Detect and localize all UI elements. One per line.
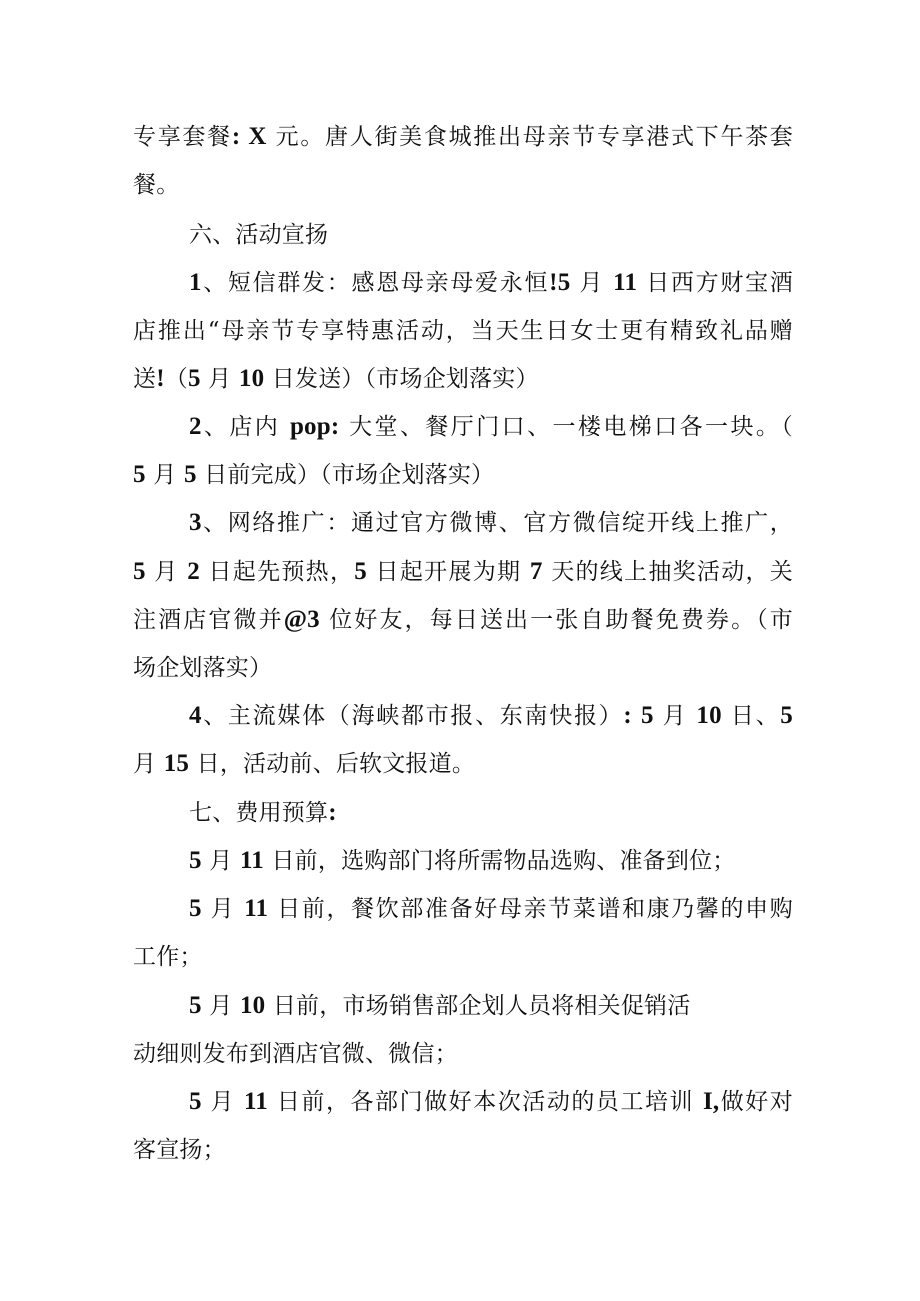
bold-run: 11 <box>244 895 269 922</box>
text-run: 日、 <box>721 703 781 729</box>
bold-run: 5 <box>189 992 202 1019</box>
bold-run: 1 <box>189 269 202 296</box>
text-run: 天的线上抽奖活动，关 <box>542 559 793 585</box>
text-run: 、短信群发：感恩母亲母爱永恒 <box>201 270 550 296</box>
text-line <box>189 211 799 259</box>
text-run: 餐。 <box>133 172 180 198</box>
text-line <box>133 355 803 403</box>
text-line <box>189 885 793 933</box>
text-run: 客宣扬； <box>133 1137 226 1163</box>
text-line <box>189 982 799 1030</box>
text-line <box>133 740 803 788</box>
text-line <box>133 451 803 499</box>
bold-run: 5 <box>187 365 201 392</box>
bold-run: 5 <box>354 558 367 585</box>
text-run: 月 <box>201 1089 244 1115</box>
text-run <box>632 703 641 729</box>
text-run: 店推出“母亲节专享特惠活动，当天生日女士更有精致礼品赠 <box>133 318 793 344</box>
text-run: 七、费用预算 <box>189 800 329 826</box>
text-run: 日前，市场销售部企划人员将相关促销活 <box>265 993 691 1019</box>
bold-run: : <box>328 799 337 826</box>
text-run: 、店内 <box>201 414 290 440</box>
text-run: 日前，餐饮部准备好母亲节菜谱和康乃馨的申购 <box>268 896 793 922</box>
text-run: 元。唐人街美食城推出母亲节专享港式下午茶套 <box>266 124 793 150</box>
text-run: 日发送）（市场企划落实） <box>264 366 539 392</box>
text-run: 日前，各部门做好本次活动的员工培训 <box>268 1089 703 1115</box>
text-line <box>133 1126 803 1174</box>
text-run: （ <box>164 366 188 392</box>
text-run: 大堂、餐厅门口、一楼电梯口各一块。（ <box>339 414 793 440</box>
text-line <box>189 789 799 837</box>
text-run: 工作； <box>133 944 203 970</box>
text-run: 、网络推广：通过官方微博、官方微信绽开线上推广， <box>201 510 793 536</box>
text-line <box>133 1030 803 1078</box>
text-line <box>133 644 803 692</box>
bold-run: 5 <box>133 461 146 488</box>
text-line <box>133 113 793 161</box>
text-run: 场企划落实） <box>133 655 273 681</box>
text-run: 位好友，每日送出一张自助餐免费券。（市 <box>319 607 794 633</box>
bold-run: pop: <box>289 413 340 440</box>
bold-run: : X <box>231 123 267 150</box>
text-line <box>189 259 793 307</box>
bold-run: 11 <box>239 847 264 874</box>
text-run: 月 <box>201 993 240 1019</box>
text-run: 日西方财宝酒 <box>637 270 793 296</box>
text-run: 月 <box>653 703 697 729</box>
bold-run: 4 <box>189 702 202 729</box>
text-run: 月 <box>201 896 245 922</box>
text-run: 月 <box>145 559 188 585</box>
text-run: 月 <box>200 366 239 392</box>
bold-run: 5 <box>189 1088 202 1115</box>
text-line <box>133 548 793 596</box>
bold-run: 5 <box>640 702 654 729</box>
text-run: 月 <box>145 462 184 488</box>
bold-run: 10 <box>696 702 722 729</box>
text-run: 月 <box>570 270 614 296</box>
text-run: 日前，选购部门将所需物品选购、准备到位； <box>263 848 736 874</box>
text-run: 六、活动宣扬 <box>189 222 329 248</box>
bold-run: 3 <box>189 509 202 536</box>
bold-run: 11 <box>243 1088 268 1115</box>
text-run: 动细则发布到酒店官微、微信； <box>133 1041 458 1067</box>
bold-run: @3 <box>283 606 320 633</box>
bold-run: 5 <box>133 558 146 585</box>
bold-run: 10 <box>238 365 265 392</box>
bold-run: 2 <box>189 413 202 440</box>
bold-run: 5 <box>189 847 202 874</box>
bold-run: : <box>623 702 632 729</box>
bold-run: 10 <box>239 992 266 1019</box>
text-line <box>133 596 793 644</box>
bold-run: 5 <box>183 461 197 488</box>
bold-run: I, <box>702 1088 720 1115</box>
text-run: 月 <box>201 848 240 874</box>
bold-run: 11 <box>613 269 638 296</box>
text-run: 注酒店官微并 <box>133 607 284 633</box>
text-run: 日，活动前、后软文报道。 <box>189 751 476 777</box>
text-run: 专享套餐 <box>133 124 232 150</box>
text-line <box>189 403 793 451</box>
bold-run: ! <box>156 365 165 392</box>
text-run: 日起先预热， <box>199 559 355 585</box>
text-line <box>133 933 803 981</box>
bold-run: 2 <box>187 558 200 585</box>
text-line <box>189 837 799 885</box>
bold-run: !5 <box>549 269 571 296</box>
text-run: 送 <box>133 366 157 392</box>
text-run: 日起开展为期 <box>366 559 530 585</box>
bold-run: 7 <box>529 558 543 585</box>
text-line <box>189 499 793 547</box>
bold-run: 5 <box>189 895 202 922</box>
text-line <box>133 307 793 355</box>
bold-run: 15 <box>163 750 190 777</box>
text-run: 做好对 <box>719 1089 793 1115</box>
text-run: 、主流媒体（海峡都市报、东南快报） <box>201 703 624 729</box>
bold-run: 5 <box>780 702 793 729</box>
text-line <box>133 161 803 209</box>
text-line <box>189 692 793 740</box>
text-run: 月 <box>133 751 164 777</box>
text-line <box>189 1078 793 1126</box>
text-run: 日前完成）（市场企划落实） <box>196 462 495 488</box>
